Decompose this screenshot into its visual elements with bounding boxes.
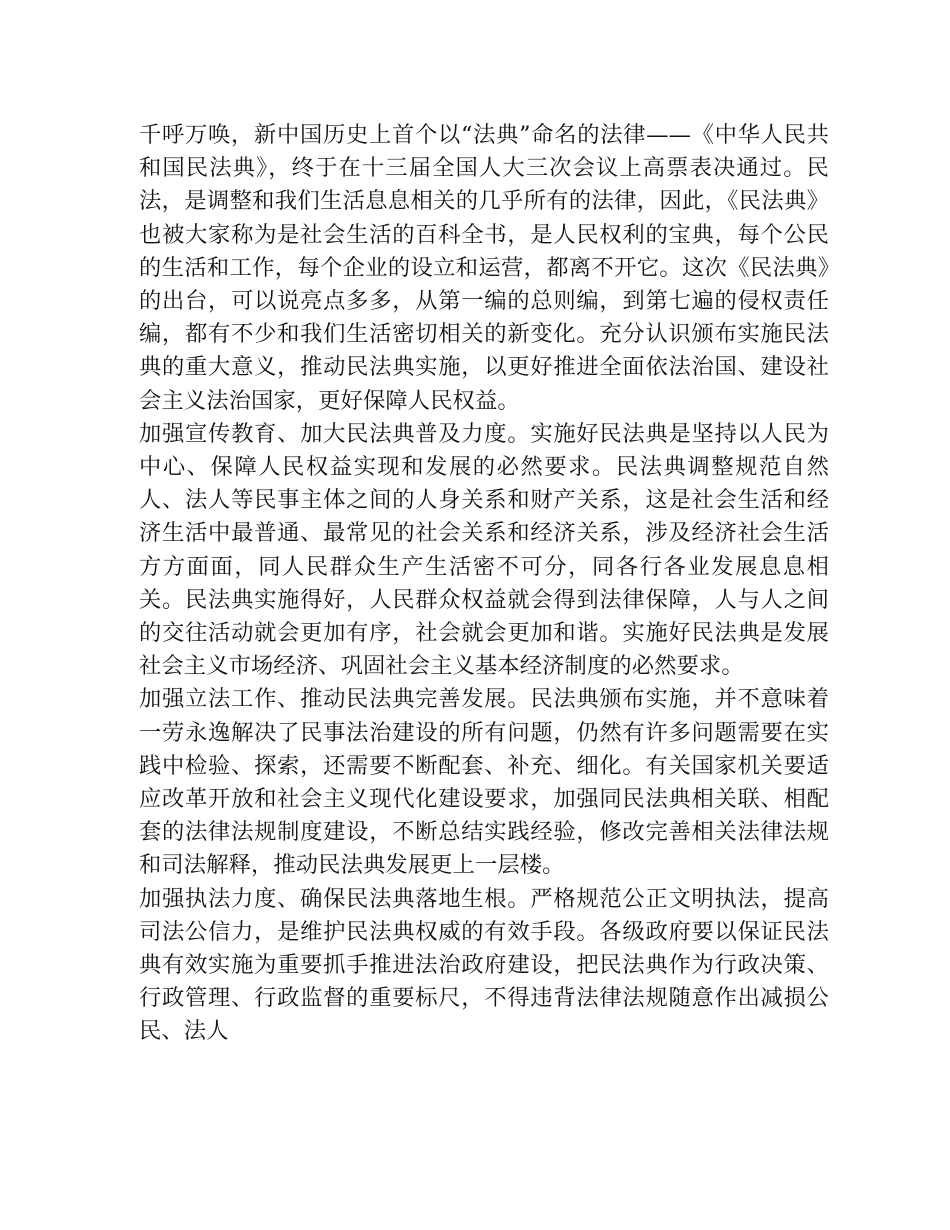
paragraph-legislation: 加强立法工作、推动民法典完善发展。民法典颁布实施，并不意味着一劳永逸解决了民事法治建设的所有问题，仍然有许多问题需要在实践中检验、探索，还需要不断配套、补充、细化。有关国家机关要适应改革开放和社会主义现代化建设要求，加强同民法典相关联、相配套的法律法规制度建设，不断总结实践经验，修改完善相关法律法规和司法解释，推动民法典发展更上一层楼。 bbox=[139, 686, 829, 879]
paragraph-intro: 千呼万唤，新中国历史上首个以“法典”命名的法律——《中华人民共和国民法典》，终于在十三届全国人大三次会议上高票表决通过。民法，是调整和我们生活息息相关的几乎所有的法律，因此，《民法典》也被大家称为是社会生活的百科全书，是人民权利的宝典，每个公民的生活和工作，每个企业的设立和运营，都离不开它。这次《民法典》的出台，可以说亮点多多，从第一编的总则编，到第七遍的侵权责任编，都有不少和我们生活密切相关的新变化。充分认识颁布实施民法典的重大意义，推动民法典实施，以更好推进全面依法治国、建设社会主义法治国家，更好保障人民权益。 bbox=[139, 122, 829, 414]
document-body bbox=[139, 119, 829, 1049]
paragraph-publicity-education: 加强宣传教育、加大民法典普及力度。实施好民法典是坚持以人民为中心、保障人民权益实现和发展的必然要求。民法典调整规范自然人、法人等民事主体之间的人身关系和财产关系，这是社会生活和经济生活中最普通、最常见的社会关系和经济关系，涉及经济社会生活方方面面，同人民群众生产生活密不可分，同各行各业发展息息相关。民法典实施得好，人民群众权益就会得到法律保障，人与人之间的交往活动就会更加有序，社会就会更加和谐。实施好民法典是发展社会主义市场经济、巩固社会主义基本经济制度的必然要求。 bbox=[139, 420, 829, 680]
paragraph-law-enforcement: 加强执法力度、确保民法典落地生根。严格规范公正文明执法，提高司法公信力，是维护民法典权威的有效手段。各级政府要以保证民法典有效实施为重要抓手推进法治政府建设，把民法典作为行政决策、行政管理、行政监督的重要标尺，不得违背法律法规随意作出减损公民、法人 bbox=[139, 885, 829, 1045]
